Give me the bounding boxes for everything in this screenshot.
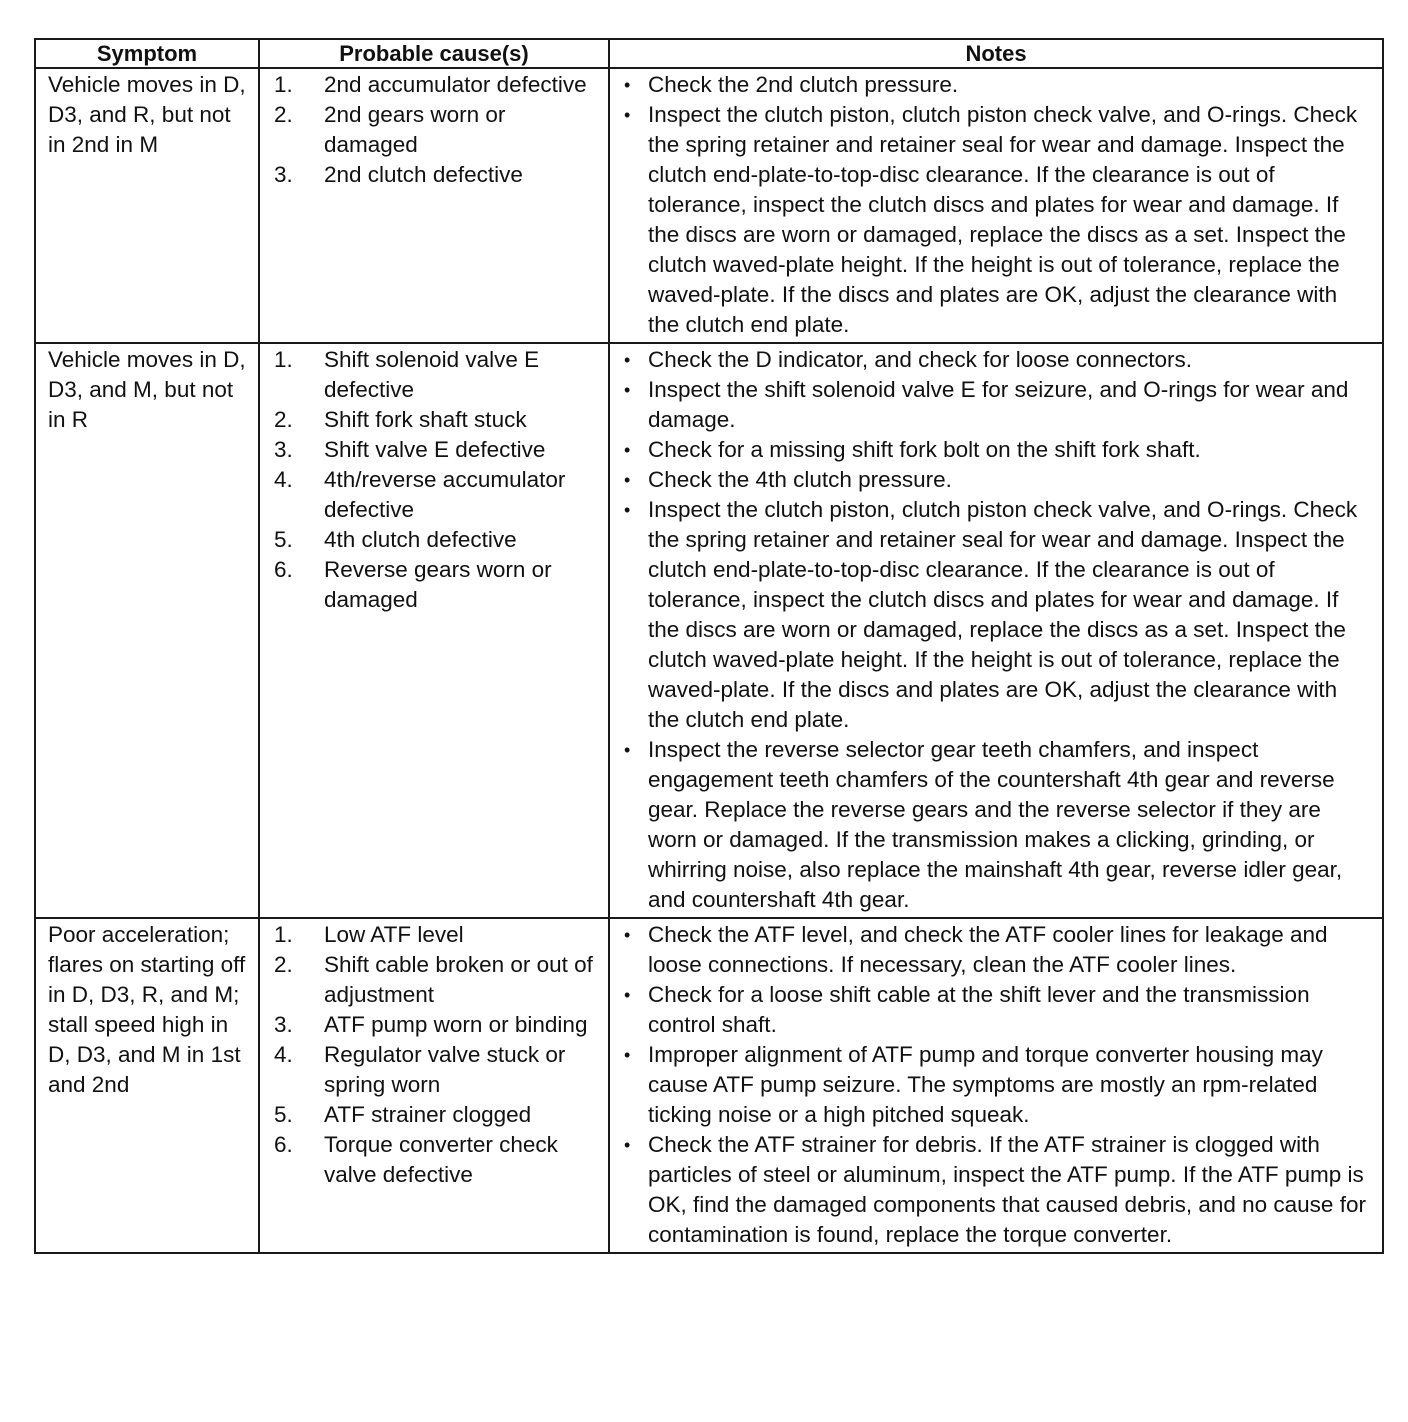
bullet-icon: •	[624, 925, 631, 945]
cause-number: 1.	[274, 72, 293, 97]
cause-item	[260, 1010, 608, 1040]
cause-item	[260, 345, 608, 405]
cause-item	[260, 1130, 608, 1190]
cause-text: Regulator valve stuck or spring worn	[324, 1042, 566, 1097]
note-text: Check the ATF level, and check the ATF cooler lines for leakage and loose connections. If necessary, clean the ATF cooler lines.	[648, 922, 1328, 977]
cause-text: 2nd gears worn or damaged	[324, 102, 506, 157]
causes-cell	[259, 68, 609, 343]
cause-item	[260, 1040, 608, 1100]
note-item	[610, 435, 1382, 465]
notes-cell	[609, 68, 1383, 343]
cause-text: Low ATF level	[324, 922, 464, 947]
note-text: Improper alignment of ATF pump and torque converter housing may cause ATF pump seizure. The symptoms are mostly an rpm-related ticking noise or a high pitched squeak.	[648, 1042, 1323, 1127]
symptom-cell: Poor acceleration; flares on starting off in D, D3, R, and M; stall speed high in D, D3, and M in 1st and 2nd	[35, 918, 259, 1253]
troubleshooting-document	[34, 38, 1382, 1254]
cause-item	[260, 160, 608, 190]
cause-item	[260, 100, 608, 160]
bullet-icon: •	[624, 1045, 631, 1065]
note-text: Check the 4th clutch pressure.	[648, 467, 952, 492]
bullet-icon: •	[624, 1135, 631, 1155]
troubleshooting-table	[34, 38, 1384, 1254]
note-item	[610, 345, 1382, 375]
note-item	[610, 735, 1382, 915]
bullet-icon: •	[624, 500, 631, 520]
bullet-icon: •	[624, 740, 631, 760]
bullet-icon: •	[624, 380, 631, 400]
note-text: Inspect the clutch piston, clutch piston check valve, and O-rings. Check the spring retainer and retainer seal for wear and damage. Inspect the clutch end-plate-to-top-disc clearance. If the clearance is out of tolerance, inspect the clutch discs and plates for wear and damage. If the discs are worn or damaged, replace the discs as a set. Inspect the clutch waved-plate height. If the height is out of tolerance, replace the waved-plate. If the discs and plates are OK, adjust the clearance with the clutch end plate.	[648, 102, 1358, 337]
bullet-icon: •	[624, 75, 631, 95]
cause-text: ATF strainer clogged	[324, 1102, 532, 1127]
cause-number: 4.	[274, 467, 293, 492]
cause-text: 2nd clutch defective	[324, 162, 523, 187]
note-text: Check the 2nd clutch pressure.	[648, 72, 959, 97]
cause-number: 3.	[274, 437, 293, 462]
cause-number: 6.	[274, 557, 293, 582]
note-item	[610, 375, 1382, 435]
note-item	[610, 465, 1382, 495]
note-item	[610, 980, 1382, 1040]
bullet-icon: •	[624, 105, 631, 125]
cause-text: Shift cable broken or out of adjustment	[324, 952, 593, 1007]
cause-text: Shift fork shaft stuck	[324, 407, 527, 432]
cause-item	[260, 405, 608, 435]
header-row	[35, 39, 1383, 68]
cause-item	[260, 435, 608, 465]
cause-number: 2.	[274, 102, 293, 127]
cause-item	[260, 465, 608, 525]
header-symptom: Symptom	[35, 39, 259, 68]
notes-cell	[609, 918, 1383, 1253]
cause-text: ATF pump worn or binding	[324, 1012, 588, 1037]
bullet-icon: •	[624, 470, 631, 490]
note-text: Check for a loose shift cable at the shift lever and the transmission control shaft.	[648, 982, 1310, 1037]
note-text: Inspect the clutch piston, clutch piston check valve, and O-rings. Check the spring retainer and retainer seal for wear and damage. Inspect the clutch end-plate-to-top-disc clearance. If the clearance is out of tolerance, inspect the clutch discs and plates for wear and damage. If the discs are worn or damaged, replace the discs as a set. Inspect the clutch waved-plate height. If the height is out of tolerance, replace the waved-plate. If the discs and plates are OK, adjust the clearance with the clutch end plate.	[648, 497, 1358, 732]
cause-item	[260, 1100, 608, 1130]
cause-item	[260, 70, 608, 100]
table-row	[35, 918, 1383, 1253]
cause-text: Reverse gears worn or damaged	[324, 557, 552, 612]
notes-cell	[609, 343, 1383, 918]
table-row	[35, 68, 1383, 343]
table-row	[35, 343, 1383, 918]
cause-number: 2.	[274, 952, 293, 977]
cause-text: 4th/reverse accumulator defective	[324, 467, 566, 522]
cause-text: Torque converter check valve defective	[324, 1132, 558, 1187]
symptom-cell: Vehicle moves in D, D3, and R, but not in 2nd in M	[35, 68, 259, 343]
bullet-icon: •	[624, 985, 631, 1005]
cause-text: Shift valve E defective	[324, 437, 546, 462]
note-text: Check the D indicator, and check for loose connectors.	[648, 347, 1193, 372]
cause-item	[260, 920, 608, 950]
note-item	[610, 495, 1382, 735]
note-item	[610, 100, 1382, 340]
cause-number: 3.	[274, 1012, 293, 1037]
cause-number: 3.	[274, 162, 293, 187]
cause-item	[260, 950, 608, 1010]
cause-text: 2nd accumulator defective	[324, 72, 587, 97]
symptom-cell: Vehicle moves in D, D3, and M, but not in R	[35, 343, 259, 918]
header-probable-causes: Probable cause(s)	[259, 39, 609, 68]
cause-number: 1.	[274, 922, 293, 947]
note-item	[610, 70, 1382, 100]
note-text: Check the ATF strainer for debris. If the ATF strainer is clogged with particles of steel or aluminum, inspect the ATF pump. If the ATF pump is OK, find the damaged components that caused debris, and no cause for contamination is found, replace the torque converter.	[648, 1132, 1366, 1247]
header-notes: Notes	[609, 39, 1383, 68]
note-text: Check for a missing shift fork bolt on the shift fork shaft.	[648, 437, 1201, 462]
note-text: Inspect the reverse selector gear teeth chamfers, and inspect engagement teeth chamfers of the countershaft 4th gear and reverse gear. Replace the reverse gears and the reverse selector if they are worn or damaged. If the transmission makes a clicking, grinding, or whirring noise, also replace the mainshaft 4th gear, reverse idler gear, and countershaft 4th gear.	[648, 737, 1343, 912]
cause-number: 4.	[274, 1042, 293, 1067]
note-item	[610, 1040, 1382, 1130]
causes-cell	[259, 343, 609, 918]
bullet-icon: •	[624, 350, 631, 370]
note-item	[610, 1130, 1382, 1250]
cause-number: 1.	[274, 347, 293, 372]
cause-item	[260, 555, 608, 615]
cause-item	[260, 525, 608, 555]
cause-number: 6.	[274, 1132, 293, 1157]
note-item	[610, 920, 1382, 980]
note-text: Inspect the shift solenoid valve E for seizure, and O-rings for wear and damage.	[648, 377, 1349, 432]
causes-cell	[259, 918, 609, 1253]
cause-text: 4th clutch defective	[324, 527, 517, 552]
cause-number: 2.	[274, 407, 293, 432]
cause-number: 5.	[274, 527, 293, 552]
cause-text: Shift solenoid valve E defective	[324, 347, 540, 402]
cause-number: 5.	[274, 1102, 293, 1127]
bullet-icon: •	[624, 440, 631, 460]
